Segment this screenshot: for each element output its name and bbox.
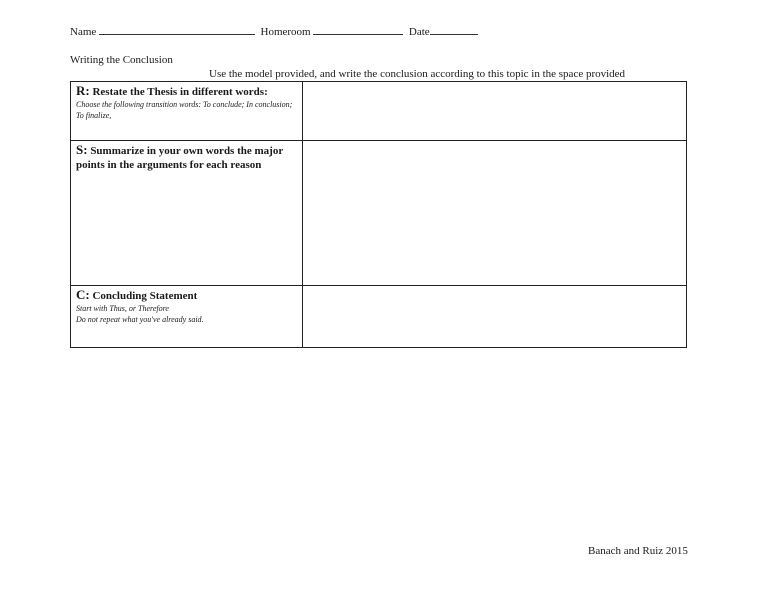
conclusion-table [70, 81, 687, 348]
name-label: Name [70, 26, 97, 38]
restate-label-cell [71, 82, 303, 141]
restate-answer-cell[interactable] [303, 82, 687, 141]
worksheet-title: Writing the Conclusion [70, 54, 173, 66]
summarize-heading: Summarize in your own words the major points in the arguments for each reason [76, 145, 284, 171]
restate-letter: R: [76, 83, 90, 98]
concluding-heading: Concluding Statement [92, 290, 198, 302]
table-row-restate [71, 82, 687, 141]
homeroom-blank[interactable] [313, 26, 403, 35]
concluding-label-cell [71, 286, 303, 348]
summarize-answer-cell[interactable] [303, 141, 687, 286]
concluding-note-2: Do not repeat what you've already said. [76, 315, 204, 324]
footer-credit: Banach and Ruiz 2015 [588, 545, 688, 557]
table-row-summarize [71, 141, 687, 286]
concluding-answer-cell[interactable] [303, 286, 687, 348]
concluding-note-1: Start with Thus, or Therefore [76, 304, 169, 313]
homeroom-label: Homeroom [260, 26, 311, 38]
name-blank[interactable] [99, 26, 255, 35]
restate-heading: Restate the Thesis in different words: [92, 86, 268, 98]
date-blank[interactable] [430, 26, 478, 35]
summarize-label-cell [71, 141, 303, 286]
date-label: Date [408, 26, 430, 38]
instructions: Use the model provided, and write the conclusion according to this topic in the space provided [209, 68, 626, 80]
summarize-letter: S: [76, 142, 88, 157]
student-info-line [70, 26, 478, 38]
restate-note: Choose the following transition words: To conclude; In conclusion; To finalize, [76, 100, 293, 120]
concluding-letter: C: [76, 287, 90, 302]
table-row-concluding [71, 286, 687, 348]
